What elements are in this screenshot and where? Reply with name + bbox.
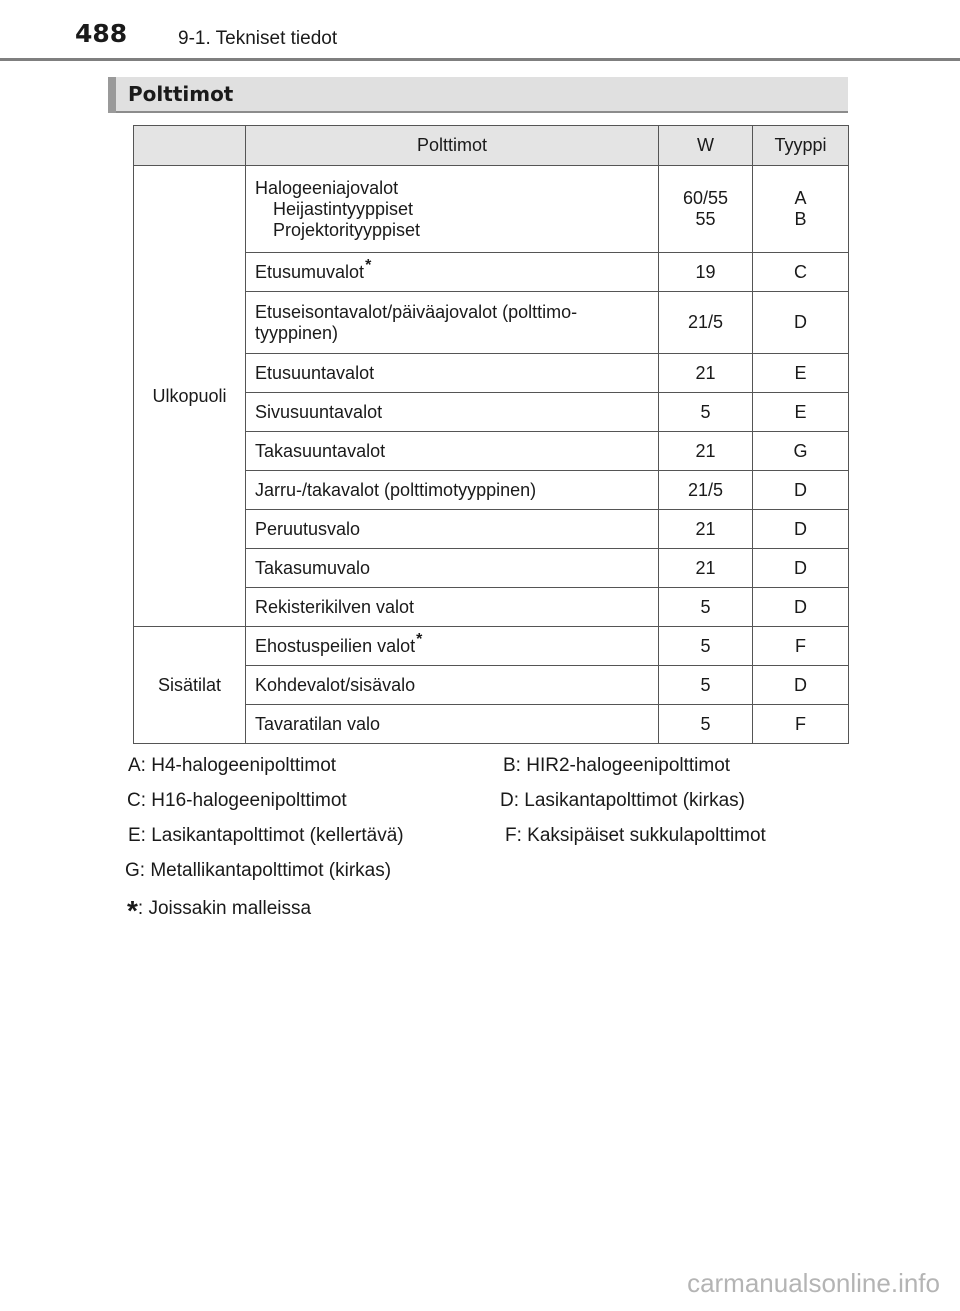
footnote <box>127 895 312 926</box>
footnote-star: * <box>416 630 423 648</box>
bulb-watts: 21/5 <box>659 292 753 354</box>
bulb-name: Peruutusvalo <box>246 510 659 549</box>
legend-item-b: B: HIR2-halogeenipolttimot <box>503 755 731 776</box>
bulb-subname: Projektorityyppiset <box>273 219 421 240</box>
bulb-watts-value: 55 <box>695 209 716 229</box>
section-title: Polttimot <box>128 82 234 106</box>
bulb-type: D <box>753 292 849 354</box>
legend-item-e: E: Lasikantapolttimot (kellertävä) <box>128 825 404 846</box>
bulb-watts-value: 60/55 <box>682 188 729 208</box>
bulb-watts: 19 <box>659 253 753 292</box>
section-bar <box>108 77 848 113</box>
bulb-type: D <box>753 666 849 705</box>
legend-item-d: D: Lasikantapolttimot (kirkas) <box>500 790 745 811</box>
group-label-exterior: Ulkopuoli <box>134 166 246 627</box>
footnote-star: * <box>127 895 138 926</box>
bulb-name-text: Etusumuvalot <box>255 261 365 282</box>
bulb-name: Rekisterikilven valot <box>246 588 659 627</box>
column-header-group <box>134 126 246 166</box>
section-accent <box>108 77 116 113</box>
bulb-type <box>753 166 849 253</box>
bulb-name: Takasuuntavalot <box>246 432 659 471</box>
bulb-watts: 21 <box>659 549 753 588</box>
bulb-watts: 21 <box>659 354 753 393</box>
chapter-title: 9-1. Tekniset tiedot <box>178 28 338 49</box>
bulb-type: F <box>753 627 849 666</box>
bulb-watts <box>659 166 753 253</box>
bulb-watts: 5 <box>659 705 753 744</box>
bulb-name: Kohdevalot/sisävalo <box>246 666 659 705</box>
bulb-type: C <box>753 253 849 292</box>
footnote-text: : Joissakin malleissa <box>137 898 312 919</box>
bulb-type: D <box>753 471 849 510</box>
table-row <box>134 627 849 666</box>
bulb-type: D <box>753 588 849 627</box>
bulb-name: Etusuuntavalot <box>246 354 659 393</box>
page-number: 488 <box>75 19 128 48</box>
bulb-watts: 5 <box>659 627 753 666</box>
legend-item-c: C: H16-halogeenipolttimot <box>127 790 347 811</box>
watermark: carmanualsonline.info <box>687 1268 940 1298</box>
column-header-type: Tyyppi <box>753 126 849 166</box>
bulb-name: Etuseisontavalot/päiväajovalot (polttimo-tyyppinen) <box>246 292 659 354</box>
bulb-subname: Heijastintyyppiset <box>273 198 414 219</box>
bulb-name <box>246 253 659 292</box>
bulb-name: Tavaratilan valo <box>246 705 659 744</box>
legend-item-f: F: Kaksipäiset sukkulapolttimot <box>505 825 766 846</box>
bulb-watts: 5 <box>659 588 753 627</box>
table-row <box>134 166 849 253</box>
column-header-watts: W <box>659 126 753 166</box>
bulb-watts: 21/5 <box>659 471 753 510</box>
bulb-name: Jarru-/takavalot (polttimotyyppinen) <box>246 471 659 510</box>
page-header <box>0 0 960 62</box>
bulb-type: D <box>753 549 849 588</box>
bulb-name-text: Ehostuspeilien valot <box>255 635 416 656</box>
bulb-name-text: Halogeeniajovalot <box>255 177 399 198</box>
bulb-watts: 21 <box>659 432 753 471</box>
bulb-type: E <box>753 354 849 393</box>
bulb-watts: 5 <box>659 393 753 432</box>
table-header-row <box>134 126 849 166</box>
bulb-type-value: B <box>794 209 807 229</box>
bulb-name: Sivusuuntavalot <box>246 393 659 432</box>
bulb-type: E <box>753 393 849 432</box>
bulb-name: Takasumuvalo <box>246 549 659 588</box>
bulb-type: D <box>753 510 849 549</box>
legend-item-a: A: H4-halogeenipolttimot <box>128 755 337 776</box>
bulb-type: F <box>753 705 849 744</box>
bulb-type-value: A <box>794 188 807 208</box>
column-header-bulb: Polttimot <box>246 126 659 166</box>
bulb-type: G <box>753 432 849 471</box>
footnote-star: * <box>365 256 372 274</box>
header-rule <box>0 58 960 61</box>
bulb-table <box>133 125 849 744</box>
legend-item-g: G: Metallikantapolttimot (kirkas) <box>125 860 392 881</box>
bulb-watts: 21 <box>659 510 753 549</box>
group-label-interior: Sisätilat <box>134 627 246 744</box>
bulb-watts: 5 <box>659 666 753 705</box>
bulb-name <box>246 166 659 253</box>
bulb-name <box>246 627 659 666</box>
